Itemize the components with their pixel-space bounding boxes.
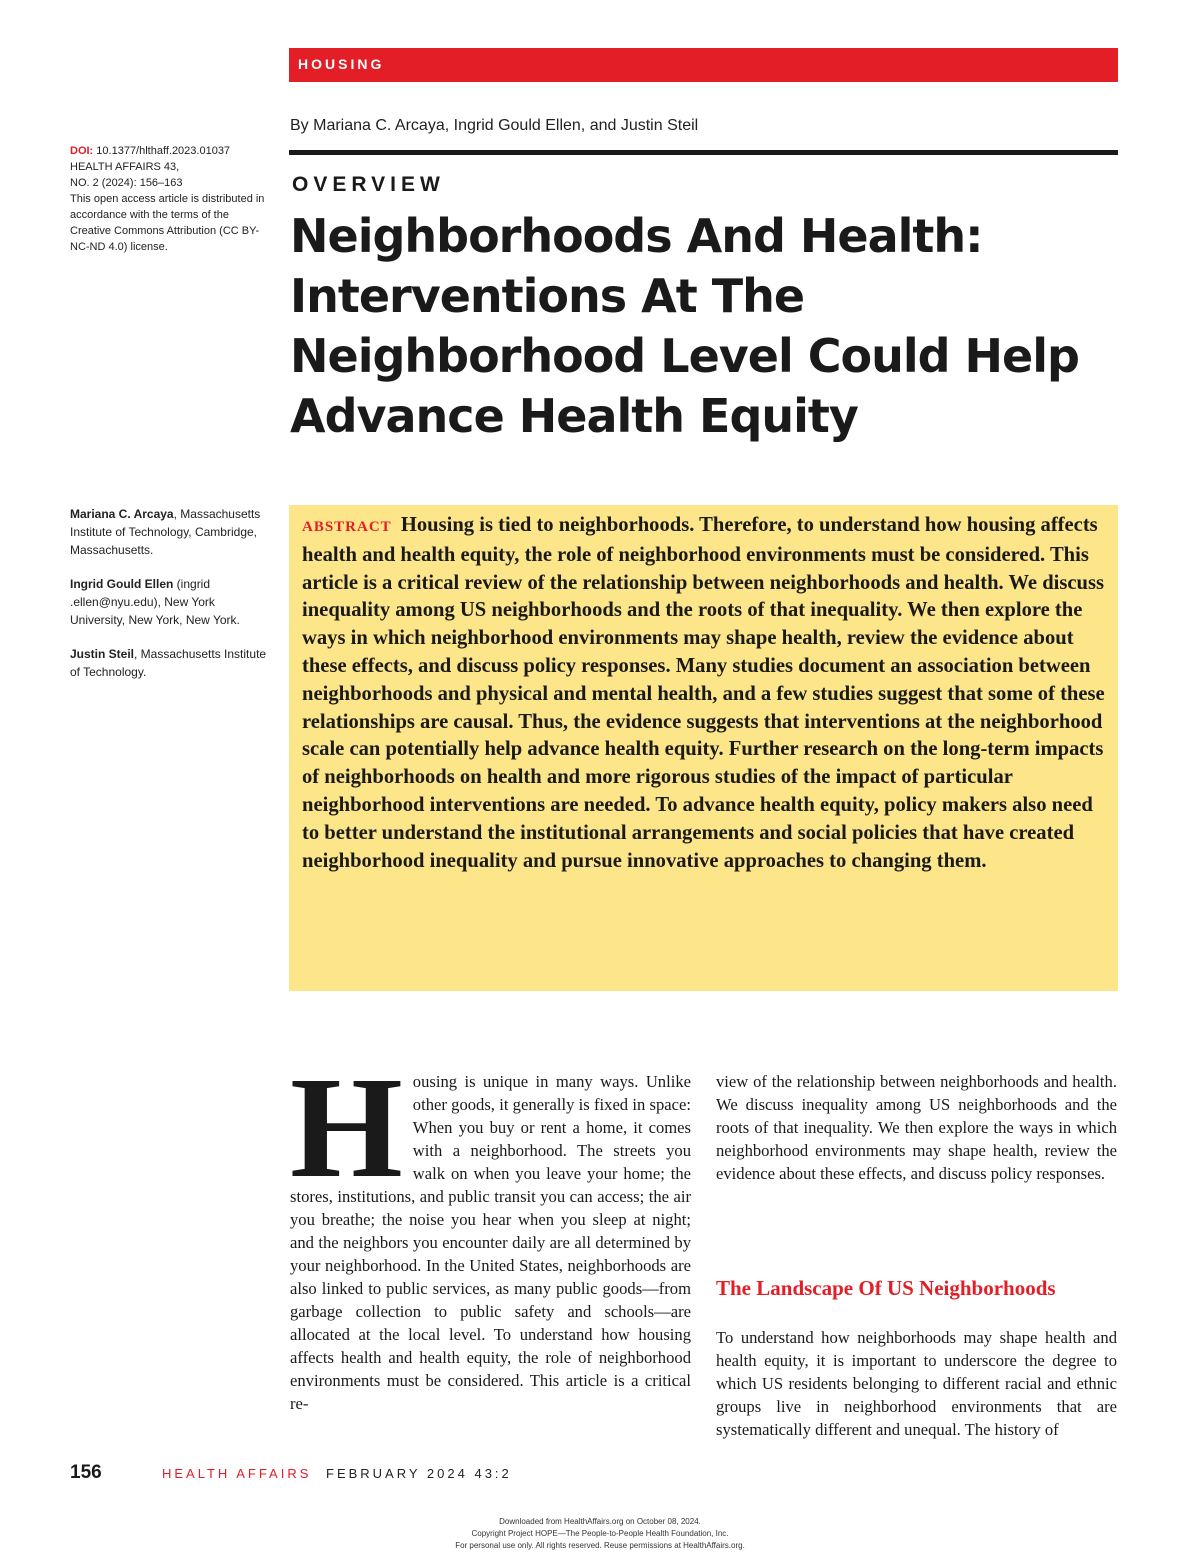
- author-affiliation: (ingrid .ellen@nyu.edu), New York University, New York, New York.: [70, 577, 240, 627]
- body-column-2-continued: To understand how neighborhoods may shape health and health equity, it is important to underscore the degree to which US residents belonging to different racial and ethnic groups live in neighborhood environments that are systematically different and unequal. The history of: [716, 1328, 1117, 1439]
- abstract-text: Housing is tied to neighborhoods. Therefore, to understand how housing affects health and health equity, the role of neighborhood environments must be considered. This article is a critical review of the relationship between neighborhoods and health. We discuss inequality among US neighborhoods and the roots of that inequality. We then explore the ways in which neighborhood environments may shape health, review the evidence about these effects, and discuss policy responses. Many studies document an association between neighborhoods and physical and mental health, and a few studies suggest that some of these relationships are causal. Thus, the evidence suggests that interventions at the neighborhood scale can potentially help advance health equity. Further research on the long-term impacts of neighborhoods on health and more rigorous studies of the impact of particular neighborhood interventions are needed. To advance health equity, policy makers also need to better understand the institutional arrangements and social policies that have created neighborhood inequality and pursue innovative approaches to changing them.: [302, 514, 1105, 872]
- author-affiliations: [70, 505, 270, 697]
- affiliation-item: [70, 575, 270, 629]
- section-label: HOUSING: [298, 56, 385, 72]
- affiliation-item: [70, 505, 270, 559]
- issue-info: FEBRUARY 2024 43:2: [326, 1466, 512, 1481]
- article-kicker: OVERVIEW: [292, 173, 445, 196]
- title-rule: [289, 150, 1118, 155]
- copyright-line: Copyright Project HOPE—The People-to-People Health Foundation, Inc.: [471, 1529, 729, 1538]
- byline: By Mariana C. Arcaya, Ingrid Gould Ellen, and Justin Steil: [290, 117, 699, 134]
- doi-value[interactable]: 10.1377/hlthaff.2023.01037: [96, 145, 231, 157]
- journal-line-1: HEALTH AFFAIRS 43,: [70, 161, 180, 173]
- section-heading: The Landscape Of US Neighborhoods: [716, 1276, 1056, 1300]
- author-name: Justin Steil: [70, 647, 135, 661]
- license-note: This open access article is distributed in accordance with the terms of the Creative Commons Attribution (CC BY-NC-ND 4.0) license.: [70, 193, 265, 253]
- abstract: [302, 512, 1108, 875]
- affiliation-item: [70, 645, 270, 681]
- body-column-1: [290, 1048, 691, 1415]
- author-name: Ingrid Gould Ellen: [70, 577, 174, 591]
- download-notice: [300, 1516, 900, 1552]
- drop-cap: H: [290, 1048, 403, 1208]
- abstract-label: ABSTRACT: [302, 519, 392, 535]
- body-text-1: ousing is unique in many ways. Unlike other goods, it generally is fixed in space: When you buy or rent a home, it comes with a neighborhood. The streets you walk on when you leave your home; the stores, institutions, and public transit you can access; the air you breathe; the noise you hear when you sleep at night; and the neighbors you encounter daily are all determined by your neighborhood. In the United States, neighborhoods are also linked to public services, as many public goods—from garbage collection to public safety and schools—are allocated at the local level. To understand how housing affects health and health equity, the role of neighborhood environments must be considered. This article is a critical re-: [290, 1072, 691, 1413]
- body-column-2: view of the relationship between neighborhoods and health. We discuss inequality among US neighborhoods and the roots of that inequality. We then explore the ways in which neighborhood environments may shape health, review the evidence about these effects, and discuss policy responses.: [716, 1072, 1117, 1183]
- section-banner: [289, 48, 1118, 82]
- doi-label: DOI:: [70, 145, 94, 157]
- journal-name: HEALTH AFFAIRS: [162, 1466, 312, 1481]
- author-affiliation: , Massachusetts Institute of Technology, Cambridge, Massachusetts.: [70, 507, 261, 557]
- journal-line-2: NO. 2 (2024): 156–163: [70, 177, 183, 189]
- article-meta: [70, 143, 270, 255]
- permissions-line: For personal use only. All rights reserved. Reuse permissions at HealthAffairs.org.: [455, 1541, 745, 1550]
- author-name: Mariana C. Arcaya: [70, 507, 174, 521]
- page-number: 156: [70, 1462, 102, 1483]
- author-affiliation: , Massachusetts Institute of Technology.: [70, 647, 267, 679]
- article-title: Neighborhoods And Health: Interventions At The Neighborhood Level Could Help Advance Health Equity: [290, 209, 1079, 443]
- download-line: Downloaded from HealthAffairs.org on October 08, 2024.: [499, 1517, 701, 1526]
